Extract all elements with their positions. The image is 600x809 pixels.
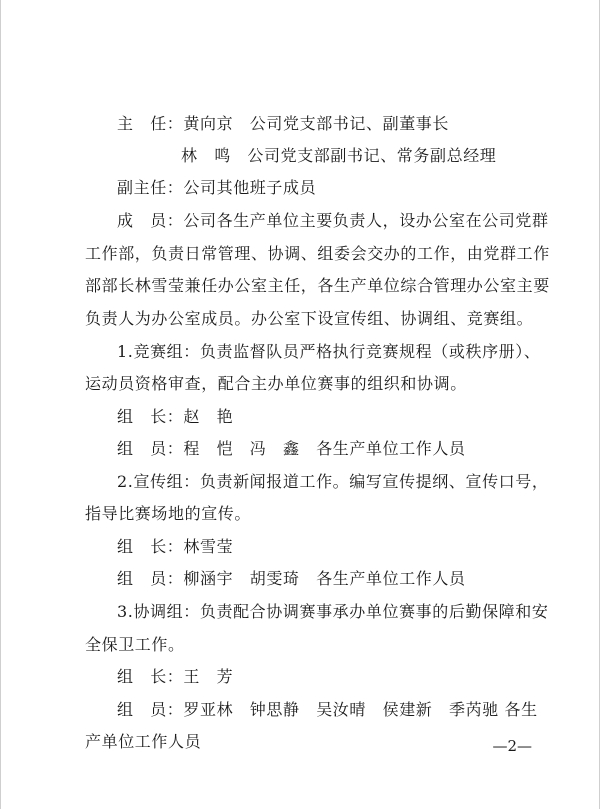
- paragraph-line: 部部长林雪莹兼任办公室主任，各生产单位综合管理办公室主要: [85, 276, 550, 295]
- paragraph-line: 负责人为办公室成员。办公室下设宣传组、协调组、竞赛组。: [85, 309, 534, 328]
- vice-chairman-line: 副主任：公司其他班子成员: [117, 178, 317, 197]
- chairman-line: 主 任：黄向京 公司党支部书记、副董事长: [117, 114, 450, 133]
- group-members-line: 组 员：程 恺 冯 鑫 各生产单位工作人员: [117, 439, 466, 458]
- members-line: 成 员：公司各生产单位主要负责人，设办公室在公司党群: [117, 211, 549, 230]
- competition-group-heading: 1.竞赛组：负责监督队员严格执行竞赛规程（或秩序册）、: [117, 342, 541, 361]
- page-number: —2—: [492, 737, 532, 755]
- publicity-group-heading: 2.宣传组：负责新闻报道工作。编写宣传提纲、宣传口号，: [117, 472, 549, 491]
- group-leader-line: 组 长：林雪莹: [117, 537, 234, 556]
- group-members-line: 组 员：罗亚林 钟思静 吴汝晴 侯建新 季芮驰 各生: [117, 700, 538, 719]
- group-members-line: 组 员：柳涵宇 胡雯琦 各生产单位工作人员: [117, 569, 466, 588]
- paragraph-line: 指导比赛场地的宣传。: [85, 504, 252, 523]
- paragraph-line: 全保卫工作。: [85, 635, 185, 654]
- group-leader-line: 组 长：王 芳: [117, 667, 234, 686]
- group-leader-line: 组 长：赵 艳: [117, 407, 234, 426]
- chairman-line-2: 林 鸣 公司党支部副书记、常务副总经理: [181, 146, 497, 165]
- paragraph-line: 产单位工作人员: [85, 732, 202, 751]
- paragraph-line: 工作部，负责日常管理、协调、组委会交办的工作，由党群工作: [85, 244, 550, 263]
- paragraph-line: 运动员资格审查，配合主办单位赛事的组织和协调。: [85, 374, 467, 393]
- page-left-edge: [0, 0, 1, 809]
- coordination-group-heading: 3.协调组：负责配合协调赛事承办单位赛事的后勤保障和安: [117, 602, 549, 621]
